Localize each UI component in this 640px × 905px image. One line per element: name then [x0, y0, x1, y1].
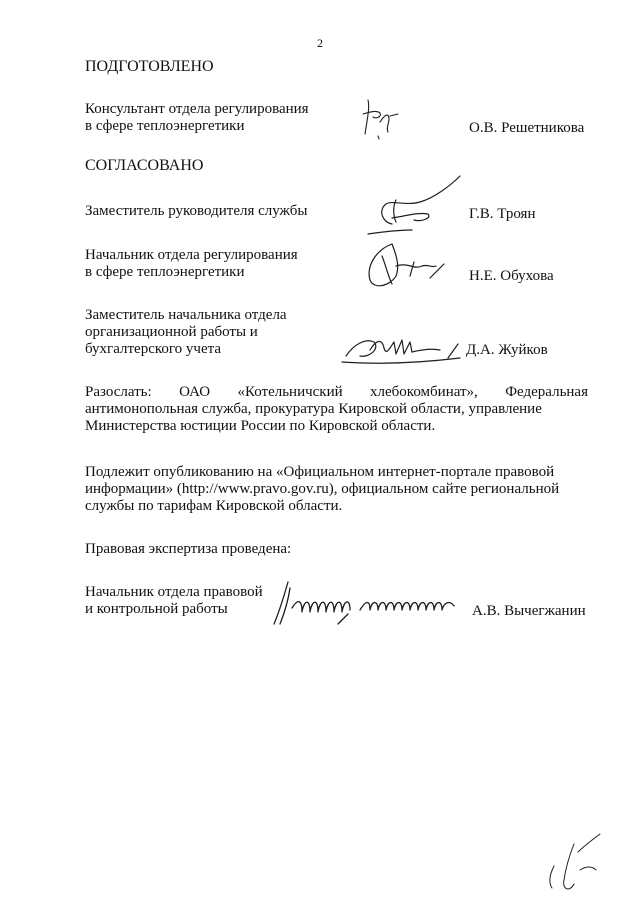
signature-obukhova — [352, 236, 462, 294]
deputy-head-org-position — [85, 307, 355, 358]
distribution-paragraph — [85, 384, 588, 435]
deputy-head-org-position-line3: бухгалтерского учета — [85, 341, 222, 357]
deputy-head-org-position-line1: Заместитель начальника отдела — [85, 307, 287, 323]
head-heat-regulation-position — [85, 247, 355, 281]
distribution-line2: антимонопольная служба, прокуратура Кировской области, управление — [85, 401, 542, 417]
publication-paragraph — [85, 464, 588, 515]
publication-line3: службы по тарифам Кировской области. — [85, 498, 343, 514]
head-heat-regulation-name: Н.Е. Обухова — [469, 268, 554, 284]
publication-line1: Подлежит опубликованию на «Официальном интернет-портале правовой — [85, 464, 555, 480]
prepared-heading: ПОДГОТОВЛЕНО — [85, 58, 214, 75]
head-heat-regulation-position-line1: Начальник отдела регулирования — [85, 247, 298, 263]
signature-zhuikov — [340, 328, 470, 368]
distribution-word: хлебокомбинат», — [370, 384, 478, 400]
legal-review-name: А.В. Вычегжанин — [472, 603, 586, 619]
deputy-head-org-position-line2: организационной работы и — [85, 324, 258, 340]
signature-reshetnikova — [358, 92, 408, 142]
distribution-word: Федеральная — [505, 384, 588, 400]
distribution-line3: Министерства юстиции России по Кировской области. — [85, 418, 436, 434]
deputy-head-name: Г.В. Троян — [469, 206, 536, 222]
prepared-position-line2: в сфере теплоэнергетики — [85, 118, 245, 134]
legal-review-position-line1: Начальник отдела правовой — [85, 584, 263, 600]
signature-vychegzhanin — [268, 578, 468, 630]
deputy-head-position: Заместитель руководителя службы — [85, 203, 308, 219]
agreed-heading: СОГЛАСОВАНО — [85, 157, 204, 174]
distribution-word: «Котельничский — [237, 384, 343, 400]
corner-initials-mark — [540, 830, 610, 896]
deputy-head-org-name: Д.А. Жуйков — [466, 342, 548, 358]
publication-line2: информации» (http://www.pravo.gov.ru), официальном сайте региональной — [85, 481, 560, 497]
prepared-name: О.В. Решетникова — [469, 120, 585, 136]
prepared-position-line1: Консультант отдела регулирования — [85, 101, 309, 117]
distribution-word: Разослать: — [85, 384, 152, 400]
legal-review-statement: Правовая экспертиза проведена: — [85, 541, 292, 557]
distribution-word: ОАО — [179, 384, 211, 400]
prepared-position — [85, 101, 355, 135]
legal-review-position-line2: и контрольной работы — [85, 601, 228, 617]
distribution-line1 — [85, 384, 588, 401]
head-heat-regulation-position-line2: в сфере теплоэнергетики — [85, 264, 245, 280]
signature-troyan — [362, 172, 462, 240]
page-number: 2 — [317, 36, 323, 50]
